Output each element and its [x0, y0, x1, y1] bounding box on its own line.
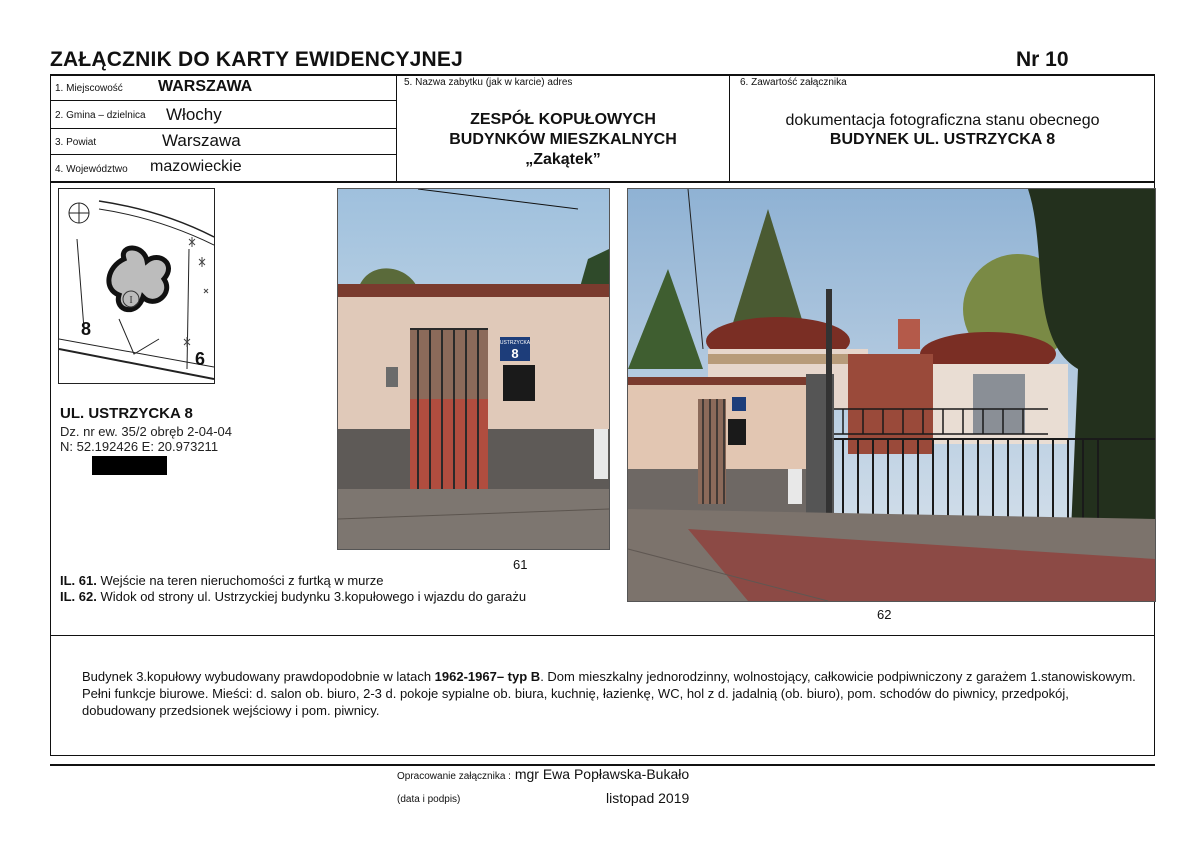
field-5-label: 5. Nazwa zabytku (jak w karcie) adres	[404, 77, 573, 88]
photo-62-number: 62	[877, 607, 892, 622]
prepared-by	[397, 766, 689, 782]
monument-name	[398, 110, 728, 170]
description-bottom-rule	[50, 755, 1155, 756]
attachment-content	[731, 111, 1154, 149]
caption-61-text: Wejście na teren nieruchomości z furtką w murze	[96, 573, 384, 588]
coordinates: N: 52.192426 E: 20.973211	[60, 439, 219, 454]
mailbox	[503, 365, 535, 401]
meter-box-2	[788, 469, 802, 504]
date: listopad 2019	[606, 790, 690, 806]
description-right	[1154, 635, 1155, 756]
row-divider	[50, 154, 396, 155]
attachment-number: Nr 10	[1016, 48, 1069, 71]
field-4-label: 4. Województwo	[55, 164, 128, 175]
parcel-number: Dz. nr ew. 35/2 obręb 2-04-04	[60, 424, 232, 439]
photo-61-number: 61	[513, 557, 528, 572]
field-3-label: 3. Powiat	[55, 137, 97, 148]
address-title: UL. USTRZYCKA 8	[60, 405, 193, 422]
caption-62	[60, 589, 526, 604]
description-years: 1962-1967– typ B	[434, 669, 541, 684]
page-title: ZAŁĄCZNIK DO KARTY EWIDENCYJNEJ	[50, 48, 464, 71]
mailbox-2	[728, 419, 746, 445]
frame-left	[50, 74, 51, 644]
header-bottom-rule	[50, 181, 1155, 183]
photo-61-image	[338, 189, 609, 549]
field-6-label: 6. Zawartość załącznika	[740, 77, 847, 88]
prepared-label: Opracowanie załącznika :	[397, 771, 511, 782]
row-divider	[50, 100, 396, 101]
field-1-value: WARSZAWA	[158, 78, 253, 95]
intercom	[386, 367, 398, 387]
field-4-value: mazowieckie	[150, 158, 242, 175]
house-sign-street: USTRZYCKA	[499, 340, 531, 346]
attachment-content-line2: BUDYNEK UL. USTRZYCKA 8	[829, 131, 1056, 148]
caption-62-prefix: IL. 62.	[60, 589, 97, 604]
caption-62-text: Widok od strony ul. Ustrzyckiej budynku 3.kopułowego i wjazdu do garażu	[96, 589, 527, 604]
photo-62-image	[628, 189, 1155, 601]
col-divider	[396, 74, 397, 182]
site-map	[58, 188, 215, 384]
site-map-drawing	[59, 189, 214, 383]
author-name: mgr Ewa Popławska-Bukało	[510, 766, 690, 782]
photo-62	[627, 188, 1156, 602]
field-1-label: 1. Miejscowość	[55, 83, 123, 94]
building-description	[82, 668, 1142, 719]
description-left	[50, 635, 51, 756]
description-top-rule	[50, 635, 1155, 636]
field-2-label: 2. Gmina – dzielnica	[55, 110, 146, 121]
header-top-rule	[50, 74, 1155, 76]
window	[973, 374, 1025, 434]
field-2-value: Włochy	[166, 105, 222, 124]
pole	[826, 289, 832, 529]
monument-name-line2: BUDYNKÓW MIESZKALNYCH	[449, 131, 677, 148]
redaction-block	[92, 456, 167, 475]
house-number-sign-2	[732, 397, 746, 411]
attachment-content-line1: dokumentacja fotograficzna stanu obecnego	[785, 112, 1100, 129]
dome-marker-label: I	[129, 295, 133, 306]
description-part2: . Dom mieszkalny jednorodzinny, wolnostojący, całkowicie podpiwniczony z garażem 1.stanowiskowym. Pełni funkcje biurowe. Mieści: d. salon ob. biuro, 2-3 d. pokoje sypialne ob. biura, kuchnię, łazienkę, WC, hol z d. jadalnią (ob. biuro), pom. schodów do piwnicy, przedpokój, dobudowany przedsionek wejściowy i pom. piwnicy.	[82, 669, 1136, 718]
monument-name-line3: „Zakątek”	[525, 151, 601, 168]
map-number-6: 6	[195, 349, 206, 369]
description-part1: Budynek 3.kopułowy wybudowany prawdopodobnie w latach	[82, 669, 435, 684]
house-sign-number: 8	[511, 346, 519, 361]
monument-name-line1: ZESPÓŁ KOPUŁOWYCH	[470, 111, 656, 128]
date-sign-label: (data i podpis)	[397, 794, 461, 805]
row-divider	[50, 128, 396, 129]
caption-61	[60, 573, 383, 588]
caption-61-prefix: IL. 61.	[60, 573, 97, 588]
meter-box	[594, 429, 608, 479]
photo-61	[337, 188, 610, 550]
map-number-8: 8	[81, 319, 92, 339]
col-divider	[729, 74, 730, 182]
compass-icon	[69, 203, 89, 223]
field-3-value: Warszawa	[162, 131, 241, 150]
